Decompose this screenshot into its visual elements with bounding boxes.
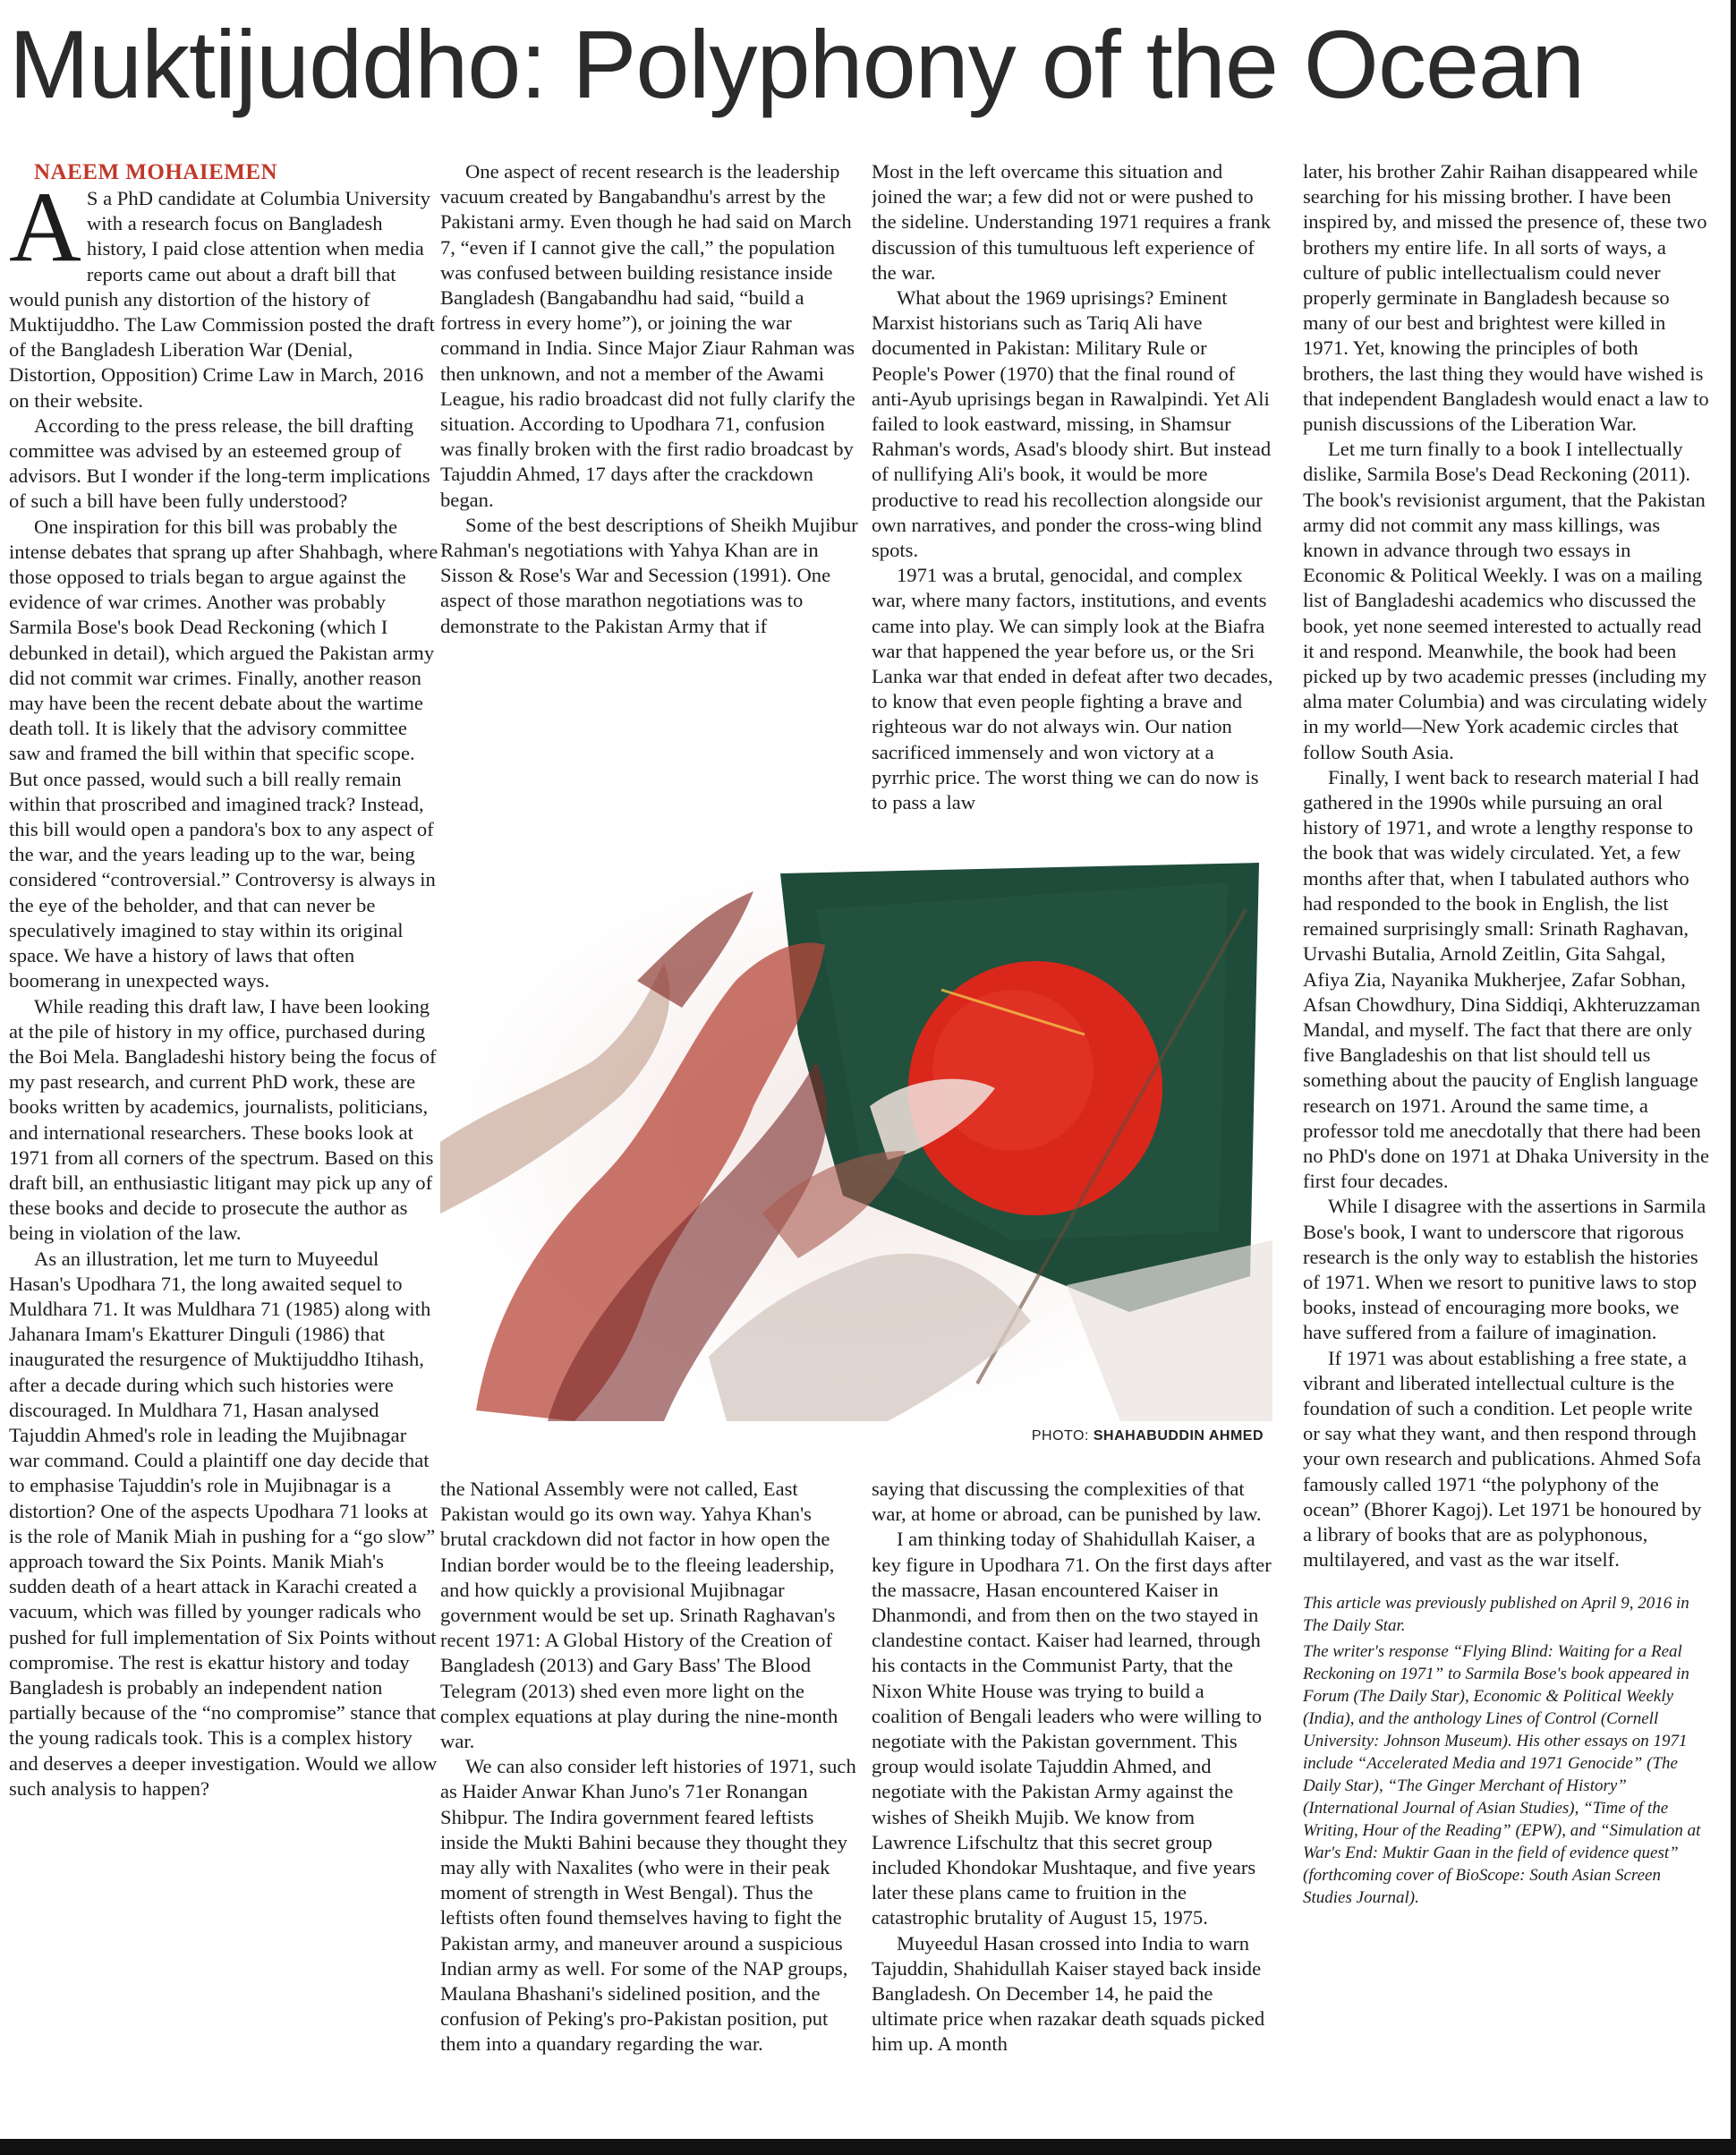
paragraph-7: Some of the best descriptions of Sheikh Mujibur Rahman's negotiations with Yahya Khan are in Sisson & Rose's War and Secession (1991). One aspect of those marathon negotiations was to demonstrate to the Pakistan Army that if	[440, 513, 858, 637]
column-3-top	[872, 159, 1274, 839]
page-edge-bottom	[0, 2139, 1736, 2155]
paragraph-13: Muyeedul Hasan crossed into India to warn Tajuddin, Shahidullah Kaiser stayed back inside Bangladesh. On December 14, he paid the ultimate price when razakar death squads picked him up. A month	[872, 1931, 1265, 2056]
column-2-bottom	[440, 1477, 861, 2139]
paragraph-9: Most in the left overcame this situation and joined the war; a few did not or were pushed to the sideline. Understanding 1971 requires a frank discussion of this tumultuous left experience of the war.	[872, 160, 1272, 284]
paragraph-10: What about the 1969 uprisings? Eminent Marxist historians such as Tariq Ali have documented in Pakistan: Military Rule or People's Power (1970) that the final round of anti-Ayub uprisings began in Rawalpindi. Yet Ali failed to look eastward, missing, in Shamsur Rahman's words, Asad's bloody shirt. But instead of nullifying Ali's book, it would be more productive to read his recollection alongside our own narratives, and ponder the cross-wing blind spots.	[872, 286, 1272, 562]
column-2-top	[440, 159, 861, 839]
paragraph-5-part-1: As an illustration, let me turn to Muyeedul Hasan's Upodhara 71, the long awaited sequel to Muldhara 71. It was Muldhara 71 (1985) along with Jahanara Imam's Ekatturer Dinguli (1986) that inaugurated the resurgence of Muktijuddho Itihash, after a decade during which such histories were discouraged. In Muldhara 71, Hasan analysed Tajuddin Ahmed's role in leading the Mujibnagar war command. Could a plaintiff one day decide that to emphasise Tajuddin's role in Mujibnagar is a distortion? One of the aspects Upodhara 71 looks at is the role of Manik Miah in pushing for a “go slow” approach toward the Six Points. Manik Miah's sudden death of a heart attack in Karachi created a vacuum, which was filled by younger radicals who pushed for full implementation of Six Points without compromise. The rest is ekattur history and today Bangladesh is probably an independent nation partially because of the “no compromise” stance that the young radicals took. This is a complex history and deserves a deeper investigation. Would we allow such analysis to happen?	[9, 1247, 438, 1800]
paragraph-15: Finally, I went back to research material I had gathered in the 1990s while pursuing an oral history of 1971, and wrote a lengthy response to the book that was widely circulated. Yet, a few months after that, when I tabulated authors who had responded to the book in English, the list remained surprisingly small: Srinath Raghavan, Urvashi Butalia, Arnold Zeitlin, Gita Sahgal, Afiya Zia, Nayanika Mukherjee, Zafar Sobhan, Afsan Chowdhury, Dina Siddiqi, Akhteruzzaman Mandal, and myself. The fact that there are only five Bangladeshis on that list should tell us something about the paucity of English language research on 1971. Around the same time, a professor told me anecdotally that there had been no PhD's done on 1971 at Dhaka University in the first four decades.	[1303, 765, 1710, 1193]
paragraph-12: I am thinking today of Shahidullah Kaiser, a key figure in Upodhara 71. On the first days after the massacre, Hasan encountered Kaiser in Dhanmondi, and from then on the two stayed in clandestine contact. Kaiser had learned, through his contacts in the Communist Party, that the Nixon White House was trying to build a coalition of Bengali leaders who were willing to negotiate with the Pakistan government. This group would isolate Tajuddin Ahmed, and negotiate with the Pakistan Army against the wishes of Sheikh Mujib. We know from Lawrence Lifschultz that this secret group included Khondokar Mushtaque, and five years later these plans came to fruition in the catastrophic brutality of August 15, 1975.	[872, 1528, 1272, 1929]
paragraph-13-cont: later, his brother Zahir Raihan disappeared while searching for his missing brother. I have been inspired by, and missed the presence of, these two brothers my entire life. In all sorts of ways, a culture of public intellectualism could never properly germinate in Bangladesh because so many of our best and brightest were killed in 1971. Yet, knowing the principles of both brothers, the last thing they would have wished is that independent Bangladesh would enact a law to punish discussions of the Liberation War.	[1303, 160, 1709, 436]
page-title: Muktijuddho: Polyphony of the Ocean	[9, 10, 1585, 118]
paragraph-4: While reading this draft law, I have been looking at the pile of history in my office, purchased during the Boi Mela. Bangladeshi history being the focus of my past research, and current PhD work, these are books written by academics, journalists, politicians, and international researchers. These books look at 1971 from all corners of the spectrum. Based on this draft bill, an enthusiastic litigant may pick up any of these books and decide to prosecute the author as being in violation of the law.	[9, 994, 437, 1245]
drop-cap: A	[9, 172, 81, 283]
paragraph-1-text: S a PhD candidate at Columbia University with a research focus on Bangladesh history, I paid close attention when media reports came out about a draft bill that would punish any distortion of the history of Muktijuddho. The Law Commission posted the draft of the Bangladesh Liberation War (Denial, Distortion, Opposition) Crime Law in March, 2016 on their website.	[9, 187, 435, 412]
paragraph-8: We can also consider left histories of 1971, such as Haider Anwar Khan Juno's 71er Ronangan Shibpur. The Indira government feared leftists inside the Mukti Bahini because they thought they may ally with Naxalites (who were in their peak moment of strength in West Bengal). Thus the leftists often found themselves having to fight the Pakistan army, and maneuver around a suspicious Indian army as well. For some of the NAP groups, Maulana Bhashani's sidelined position, and the confusion of Peking's pro-Pakistan position, put them into a quandary regarding the war.	[440, 1755, 856, 2056]
photo-credit	[984, 1428, 1264, 1444]
article-photo	[440, 856, 1272, 1421]
paragraph-6: One aspect of recent research is the leadership vacuum created by Bangabandhu's arrest by the Pakistani army. Even though he had said on March 7, “even if I cannot give the call,” the population was confused between building resistance inside Bangladesh (Bangabandhu had said, “build a fortress in every home”), or joining the war command in India. Since Major Ziaur Rahman was then unknown, and not a member of the Awami League, his radio broadcast did not fully clarify the situation. According to Upodhara 71, confusion was finally broken with the first radio broadcast by Tajuddin Ahmed, 17 days after the crackdown began.	[440, 160, 855, 511]
paragraph-16: While I disagree with the assertions in Sarmila Bose's book, I want to underscore that rigorous research is the only way to establish the histories of 1971. When we resort to punitive laws to stop books, instead of encouraging more books, we have suffered from a failure of imagination.	[1303, 1195, 1706, 1344]
column-3-bottom	[872, 1477, 1274, 2139]
photo-credit-name: SHAHABUDDIN AHMED	[1093, 1428, 1264, 1444]
paragraph-3: One inspiration for this bill was probably the intense debates that sprang up after Shahbagh, where those opposed to trials began to argue against the evidence of war crimes. Another was probably Sarmila Bose's book Dead Reckoning (which I debunked in detail), which argued the Pakistan army did not commit war crimes. Finally, another reason may have been the recent debate about the wartime death toll. It is likely that the advisory committee saw and framed the bill within that specific scope. But once passed, would such a bill really remain within that proscribed and imagined track? Instead, this bill would open a pandora's box to any aspect of the war, and the years leading up to the war, being considered “controversial.” Controversy is always in the eye of the beholder, and that can never be speculatively imagined to stay within its original space. We have a history of laws that often boomerang in unexpected ways.	[9, 515, 438, 992]
paragraph-11: 1971 was a brutal, genocidal, and complex war, where many factors, institutions, and events came into play. We can simply look at the Biafra war that happened the year before us, or the Sri Lanka war that ended in defeat after two decades, to know that even people fighting a brave and righteous war do not always win. Our nation sacrificed immensely and won victory at a pyrrhic price. The worst thing we can do now is to pass a law	[872, 564, 1273, 814]
byline: NAEEM MOHAIEMEN	[34, 160, 278, 184]
column-4	[1303, 159, 1713, 2139]
page-edge-right	[1731, 0, 1736, 2155]
photo-credit-label: PHOTO:	[1031, 1428, 1089, 1444]
paragraph-14: Let me turn finally to a book I intellectually dislike, Sarmila Bose's Dead Reckoning (2011). The book's revisionist argument, that the Pakistan army did not commit any mass killings, was known in advance through two essays in Economic & Political Weekly. I was on a mailing list of Bangladeshi academics who discussed the book, yet none seemed interested to actually read it and respond. Meanwhile, the book had been picked up by two academic presses (including my alma mater Columbia) and was circulating widely in my world—New York academic circles that follow South Asia.	[1303, 438, 1707, 763]
note-previously-published: This article was previously published on April 9, 2016 in The Daily Star.	[1303, 1594, 1689, 1636]
paragraph-7-cont: the National Assembly were not called, East Pakistan would go its own way. Yahya Khan's brutal crackdown did not factor in how open the Indian border would be to the fleeing leadership, and how quickly a provisional Mujibnagar government would be set up. Srinath Raghavan's recent 1971: A Global History of the Creation of Bangladesh (2013) and Gary Bass' The Blood Telegram (2013) shed even more light on the complex equations at play during the nine-month war.	[440, 1478, 838, 1753]
paragraph-11-cont: saying that discussing the complexities of that war, at home or abroad, can be punished by law.	[872, 1478, 1262, 1526]
column-1	[9, 159, 438, 2139]
paragraph-2: According to the press release, the bill drafting committee was advised by an esteemed group of advisors. But I wonder if the long-term implications of such a bill have been fully understood?	[9, 413, 430, 513]
author-notes	[1303, 1592, 1713, 1909]
paragraph-17: If 1971 was about establishing a free state, a vibrant and liberated intellectual culture is the foundation of such a condition. Let people write or say what they want, and then respond through your own research and publications. Ahmed Sofa famously called 1971 “the polyphony of the ocean” (Bhorer Kagoj). Let 1971 be honoured by a library of books that are as polyphonous, multilayered, and vast as the war itself.	[1303, 1346, 1702, 1572]
note-author-bio: The writer's response “Flying Blind: Waiting for a Real Reckoning on 1971” to Sarmila Bose's book appeared in Forum (The Daily Star), Economic & Political Weekly (India), and the anthology Lines of Control (Cornell University: Johnson Museum). His other essays on 1971 include “Accelerated Media and 1971 Genocide” (The Daily Star), “The Ginger Merchant of History” (International Journal of Asian Studies), “Time of the Writing, Hour of the Reading” (EPW), and “Simulation at War's End: Muktir Gaan in the field of evidence quest” (forthcoming cover of BioScope: South Asian Screen Studies Journal).	[1303, 1642, 1701, 1908]
flag-painting-image	[440, 856, 1272, 1421]
